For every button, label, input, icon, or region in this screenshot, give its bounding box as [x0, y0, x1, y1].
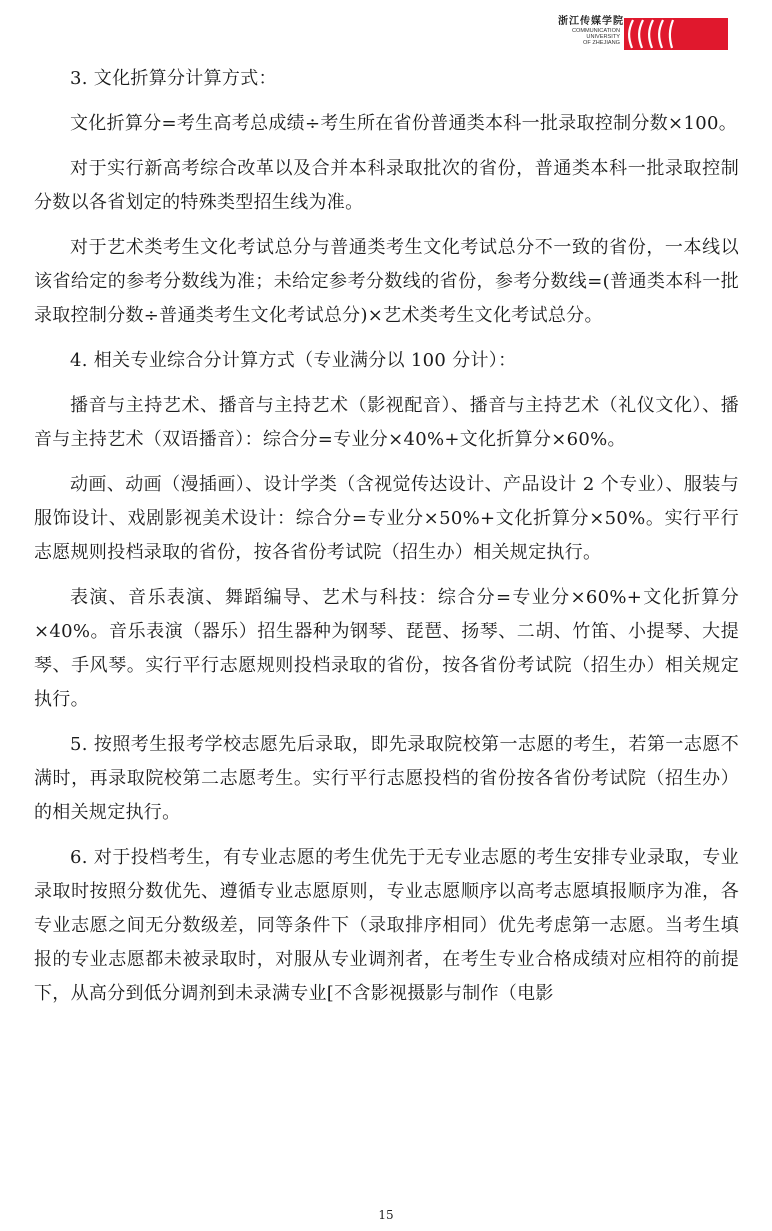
logo-text — [558, 16, 624, 47]
logo-english-line-2: UNIVERSITY — [586, 34, 620, 41]
paragraph-animation-design-formula: 动画、动画（漫插画）、设计学类（含视觉传达设计、产品设计 2 个专业）、服装与服饰设计、戏剧影视美术设计：综合分=专业分×50%+文化折算分×50%。实行平行志愿规则投档录取的省份，按各省份考试院（招生办）相关规定执行。 — [34, 474, 739, 563]
paragraph-item-3-heading: 3. 文化折算分计算方式： — [70, 68, 277, 89]
logo-english-line-1: COMMUNICATION — [571, 28, 620, 34]
paragraph-item-6-major-admission: 6. 对于投档考生，有专业志愿的考生优先于无专业志愿的考生安排专业录取，专业录取时按照分数优先、遵循专业志愿原则，专业志愿顺序以高考志愿填报顺序为准，各专业志愿之间无分数级差，同等条件下（录取排序相同）优先考虑第一志愿。当考生填报的专业志愿都未被录取时，对服从专业调剂者，在考生专业合格成绩对应相符的前提下，从高分到低分调剂到未录满专业[不含影视摄影与制作（电影 — [34, 847, 739, 1004]
paragraph-new-gaokao-provinces: 对于实行新高考综合改革以及合并本科录取批次的省份，普通类本科一批录取控制分数以各省划定的特殊类型招生线为准。 — [34, 158, 739, 213]
document-body — [34, 62, 739, 1011]
paragraph-art-score-reference: 对于艺术类考生文化考试总分与普通类考生文化考试总分不一致的省份，一本线以该省给定的参考分数线为准；未给定参考分数线的省份，参考分数线=(普通类本科一批录取控制分数÷普通类考生文化考试总分)×艺术类考生文化考试总分。 — [34, 237, 739, 326]
page-number: 15 — [378, 1208, 394, 1222]
logo-stripes-icon — [624, 18, 728, 50]
logo-english-line-3: OF ZHEJIANG — [583, 40, 620, 47]
paragraph-culture-score-formula: 文化折算分=考生高考总成绩÷考生所在省份普通类本科一批录取控制分数×100。 — [70, 113, 737, 134]
paragraph-broadcasting-formula: 播音与主持艺术、播音与主持艺术（影视配音）、播音与主持艺术（礼仪文化）、播音与主持艺术（双语播音）：综合分=专业分×40%+文化折算分×60%。 — [34, 395, 739, 450]
university-logo — [558, 16, 728, 52]
logo-chinese-name: 浙江传媒学院 — [558, 16, 624, 27]
paragraph-item-4-heading: 4. 相关专业综合分计算方式（专业满分以 100 分计）： — [70, 350, 517, 371]
paragraph-item-5-admission-order: 5. 按照考生报考学校志愿先后录取，即先录取院校第一志愿的考生，若第一志愿不满时，再录取院校第二志愿考生。实行平行志愿投档的省份按各省份考试院（招生办）的相关规定执行。 — [34, 734, 739, 823]
paragraph-performance-formula: 表演、音乐表演、舞蹈编导、艺术与科技：综合分=专业分×60%+文化折算分×40%。音乐表演（器乐）招生器种为钢琴、琵琶、扬琴、二胡、竹笛、小提琴、大提琴、手风琴。实行平行志愿规则投档录取的省份，按各省份考试院（招生办）相关规定执行。 — [34, 587, 739, 710]
